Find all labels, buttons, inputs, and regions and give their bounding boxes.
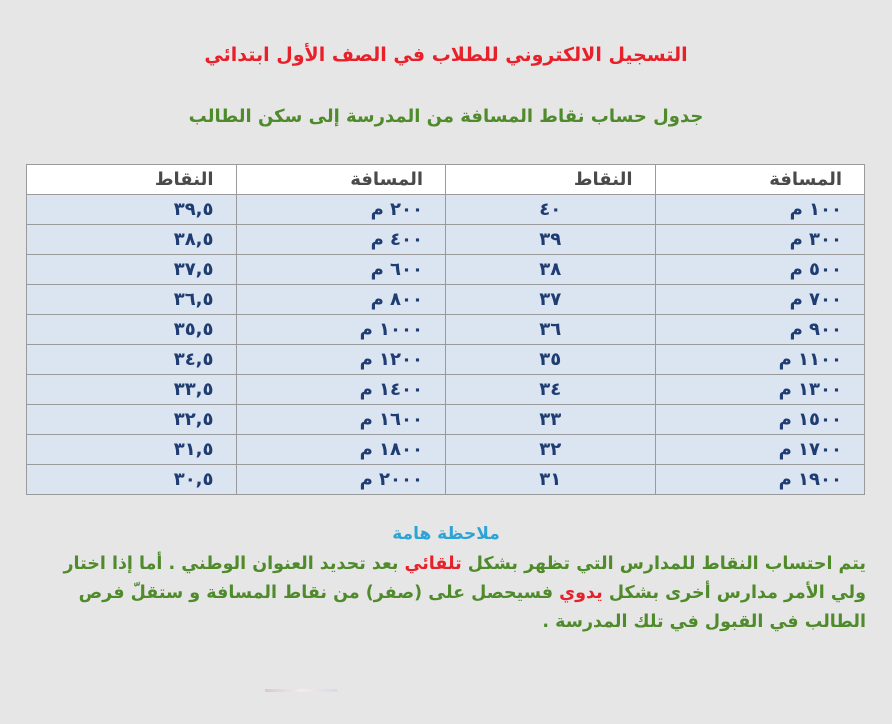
points-cell: ٣٦ bbox=[446, 315, 656, 345]
note-part-3: فسيحصل على (صفر) من نقاط المسافة و ستقلّ فرص الطالب في القبول في تلك المدرسة . bbox=[78, 583, 866, 632]
page-title: التسجيل الالكتروني للطلاب في الصف الأول ابتدائي bbox=[204, 44, 688, 66]
table-body bbox=[27, 195, 865, 495]
points-cell: ٣٨,٥ bbox=[27, 225, 237, 255]
distance-cell: ١٦٠٠ م bbox=[236, 405, 446, 435]
distance-cell: ١٠٠ م bbox=[655, 195, 865, 225]
distance-cell: ٧٠٠ م bbox=[655, 285, 865, 315]
distance-cell: ١٨٠٠ م bbox=[236, 435, 446, 465]
column-header-distance-1: المسافة bbox=[655, 165, 865, 195]
table-row bbox=[27, 285, 865, 315]
points-cell: ٣٢ bbox=[446, 435, 656, 465]
distance-cell: ٢٠٠٠ م bbox=[236, 465, 446, 495]
distance-cell: ٤٠٠ م bbox=[236, 225, 446, 255]
column-header-points-1: النقاط bbox=[446, 165, 656, 195]
distance-cell: ٥٠٠ م bbox=[655, 255, 865, 285]
distance-cell: ١١٠٠ م bbox=[655, 345, 865, 375]
note-heading: ملاحظة هامة bbox=[392, 524, 500, 544]
points-cell: ٣٠,٥ bbox=[27, 465, 237, 495]
points-cell: ٣٢,٥ bbox=[27, 405, 237, 435]
points-cell: ٣٧ bbox=[446, 285, 656, 315]
table-row bbox=[27, 195, 865, 225]
column-header-points-2: النقاط bbox=[27, 165, 237, 195]
distance-cell: ٩٠٠ م bbox=[655, 315, 865, 345]
distance-cell: ١٠٠٠ م bbox=[236, 315, 446, 345]
table-row bbox=[27, 435, 865, 465]
distance-cell: ٢٠٠ م bbox=[236, 195, 446, 225]
points-cell: ٣١ bbox=[446, 465, 656, 495]
table-row bbox=[27, 345, 865, 375]
decorative-mark bbox=[265, 689, 337, 692]
points-cell: ٣٨ bbox=[446, 255, 656, 285]
table-row bbox=[27, 405, 865, 435]
points-cell: ٣٤,٥ bbox=[27, 345, 237, 375]
table-header-row bbox=[27, 165, 865, 195]
distance-cell: ١٤٠٠ م bbox=[236, 375, 446, 405]
table-row bbox=[27, 375, 865, 405]
note-highlight-automatic: تلقائي bbox=[404, 554, 462, 574]
column-header-distance-2: المسافة bbox=[236, 165, 446, 195]
distance-cell: ٨٠٠ م bbox=[236, 285, 446, 315]
note-text bbox=[26, 550, 866, 637]
table-row bbox=[27, 255, 865, 285]
note-part-1: يتم احتساب النقاط للمدارس التي تظهر بشكل bbox=[461, 554, 866, 574]
distance-cell: ٣٠٠ م bbox=[655, 225, 865, 255]
points-cell: ٣٥ bbox=[446, 345, 656, 375]
distance-cell: ١٣٠٠ م bbox=[655, 375, 865, 405]
distance-cell: ١٢٠٠ م bbox=[236, 345, 446, 375]
distance-cell: ٦٠٠ م bbox=[236, 255, 446, 285]
points-cell: ٣٣ bbox=[446, 405, 656, 435]
points-cell: ٣٩,٥ bbox=[27, 195, 237, 225]
points-cell: ٣٥,٥ bbox=[27, 315, 237, 345]
distance-cell: ١٥٠٠ م bbox=[655, 405, 865, 435]
note-part-2: بعد تحديد العنوان الوطني . أما إذا اختار ولي الأمر مدارس أخرى بشكل bbox=[63, 554, 866, 603]
note-highlight-manual: يدوي bbox=[559, 583, 603, 603]
distance-cell: ١٧٠٠ م bbox=[655, 435, 865, 465]
table-row bbox=[27, 315, 865, 345]
points-cell: ٣١,٥ bbox=[27, 435, 237, 465]
points-cell: ٣٤ bbox=[446, 375, 656, 405]
table-row bbox=[27, 225, 865, 255]
distance-points-table bbox=[26, 164, 865, 495]
points-cell: ٤٠ bbox=[446, 195, 656, 225]
table-caption: جدول حساب نقاط المسافة من المدرسة إلى سكن الطالب bbox=[188, 106, 704, 127]
points-cell: ٣٩ bbox=[446, 225, 656, 255]
distance-cell: ١٩٠٠ م bbox=[655, 465, 865, 495]
table-row bbox=[27, 465, 865, 495]
points-cell: ٣٧,٥ bbox=[27, 255, 237, 285]
points-cell: ٣٣,٥ bbox=[27, 375, 237, 405]
points-cell: ٣٦,٥ bbox=[27, 285, 237, 315]
